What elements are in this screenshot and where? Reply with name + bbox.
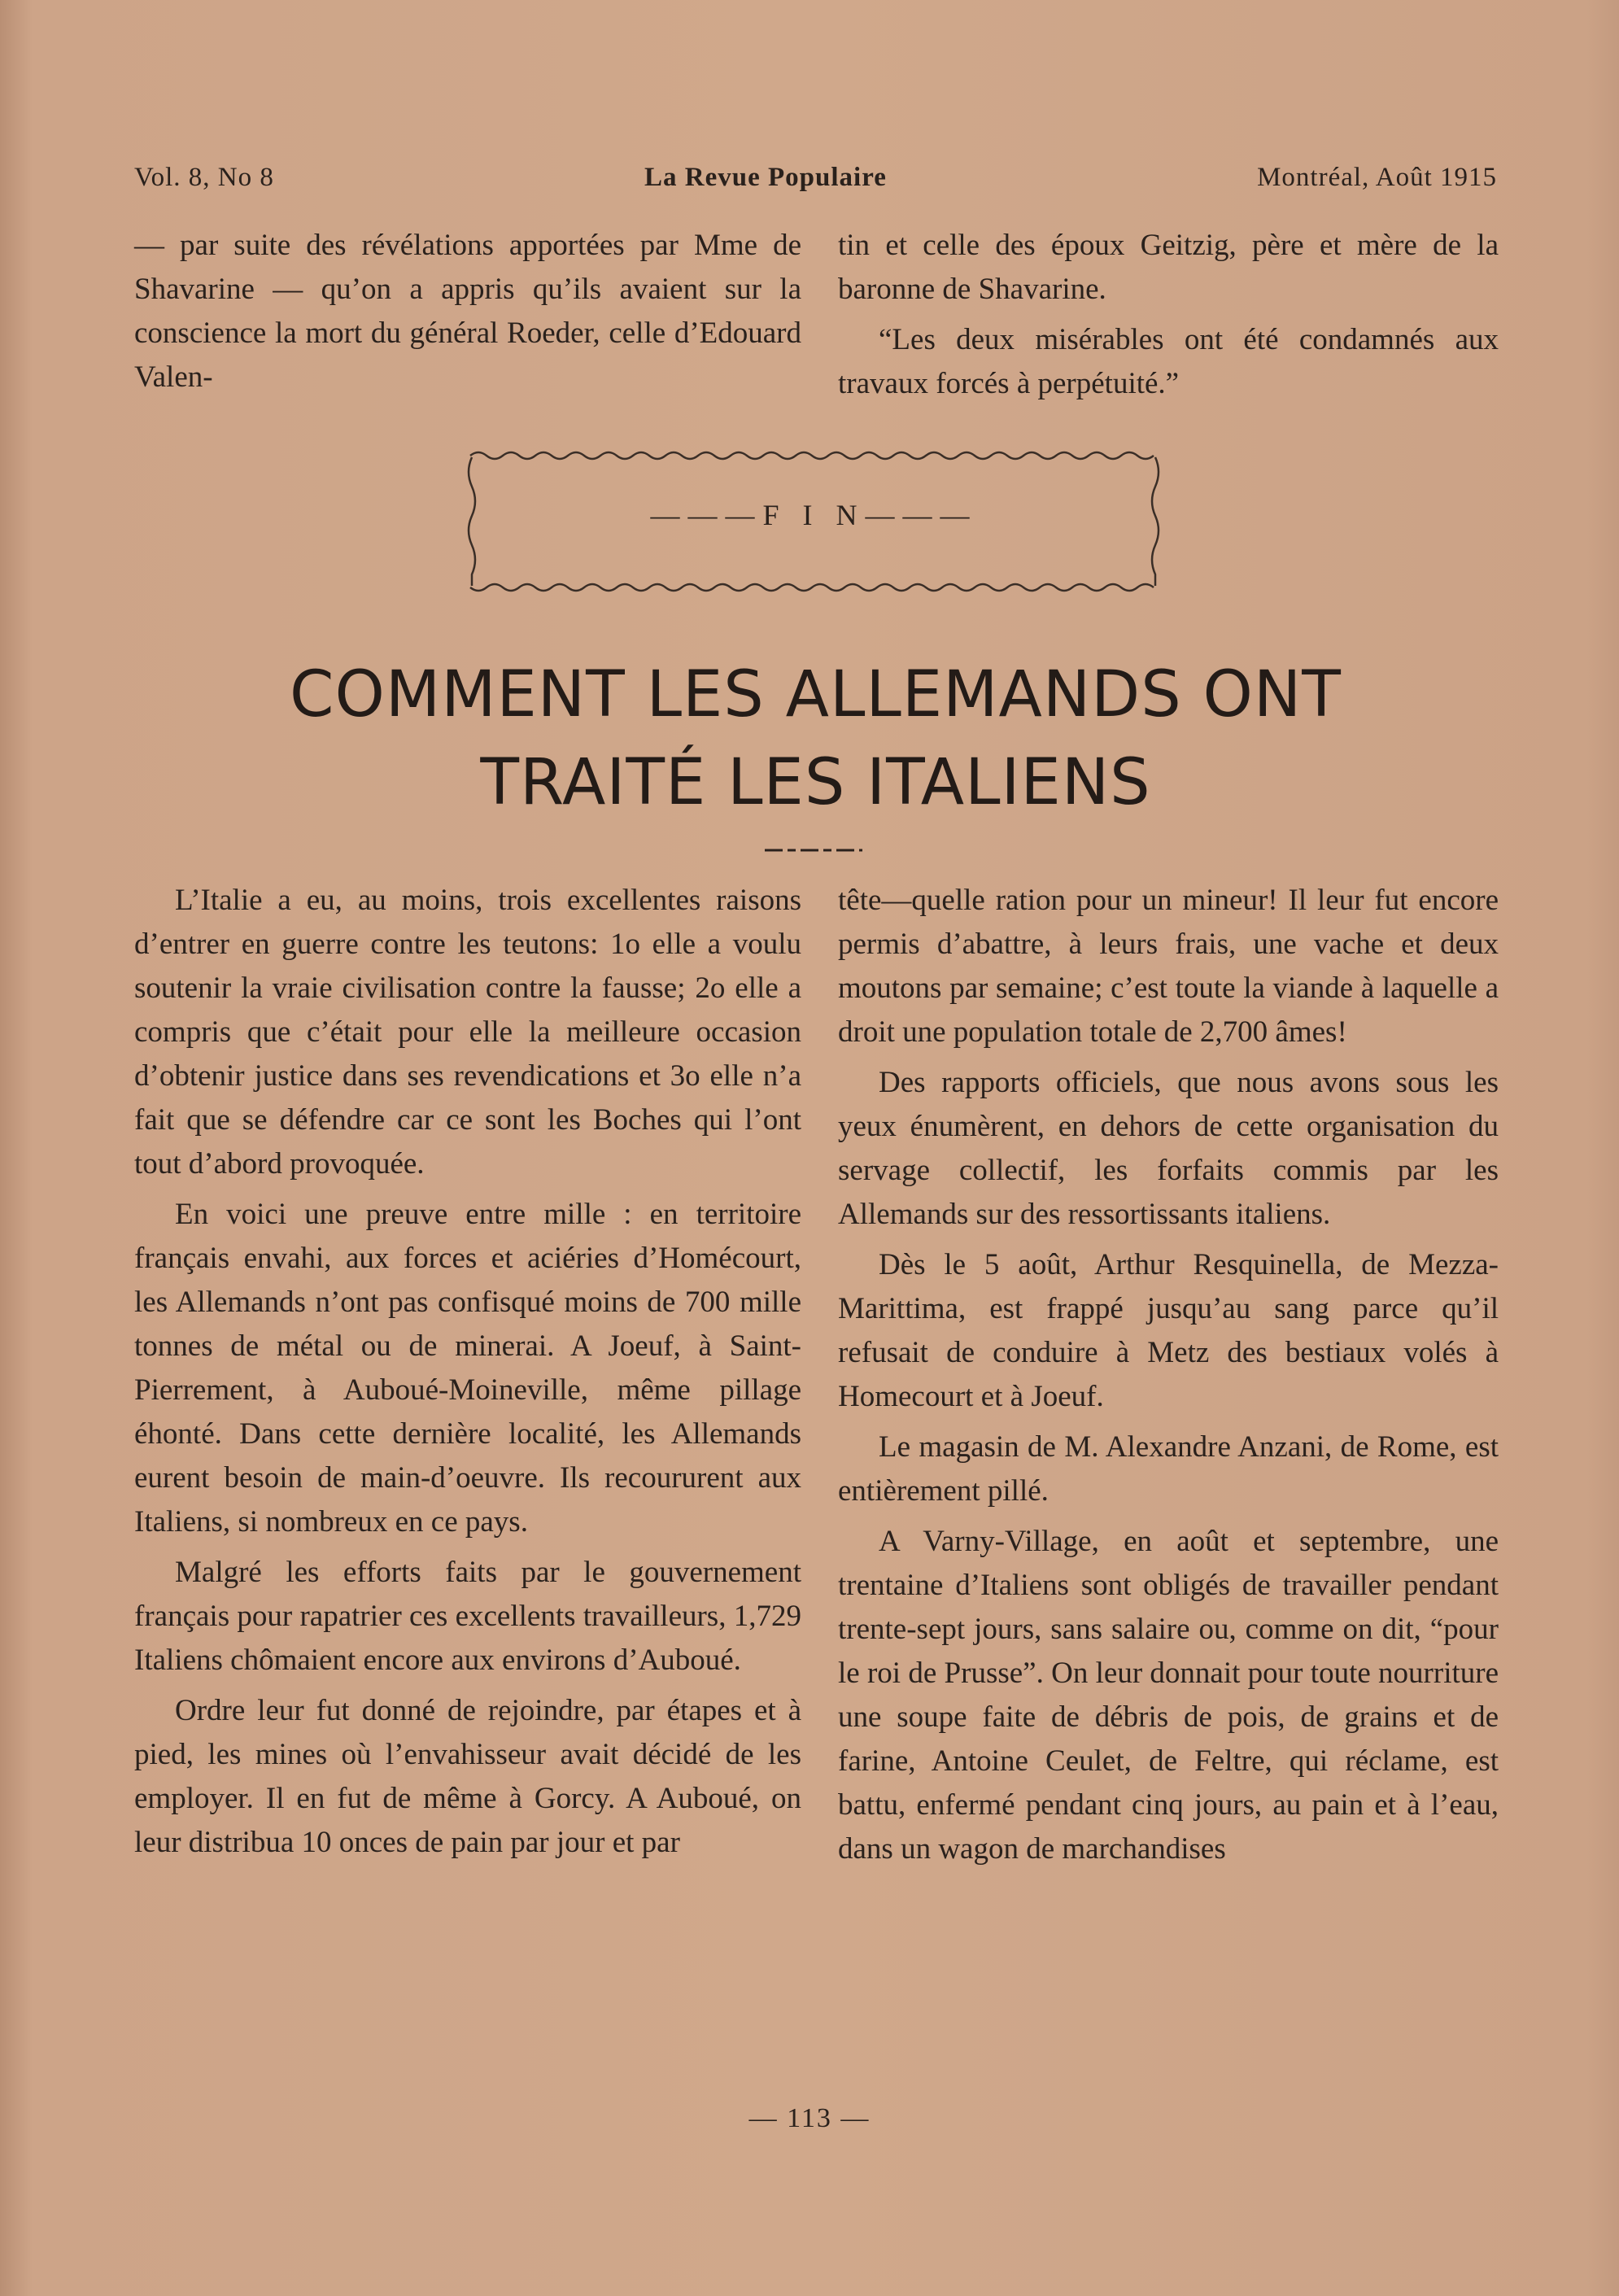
paragraph: “Les deux misérables ont été condamnés aux travaux forcés à perpétuité.” <box>838 323 1499 400</box>
paragraph: Ordre leur fut donné de rejoindre, par étapes et à pied, les mines où l’envahisseur avait décidé de les employer. Il en fut de même à Gorcy. A Auboué, on leur distribua 10 onces de pain par jour et par <box>134 1694 801 1859</box>
running-header <box>134 163 1497 193</box>
paragraph: tête—quelle ration pour un mineur! Il leur fut encore permis d’abattre, à leurs frais, une vache et deux moutons par semaine; c’est toute la viande à laquelle a droit une population totale de 2,700 âmes! <box>838 884 1499 1049</box>
title-separator-rule <box>765 848 862 853</box>
paragraph: En voici une preuve entre mille : en territoire français envahi, aux forces et aciéries d’Homécourt, les Allemands n’ont pas confisqué moins de 700 mille tonnes de métal ou de minerai. A Joeuf, à Saint-Pierrement, à Auboué-Moineville, même pillage éhonté. Dans cette dernière localité, les Allemands eurent besoin de main-d’oeuvre. Ils recoururent aux Italiens, si nombreux en ce pays. <box>134 1198 801 1539</box>
previous-article-column-right <box>838 224 1499 412</box>
paragraph: Malgré les efforts faits par le gouvernement français pour rapatrier ces excellents travailleurs, 1,729 Italiens chômaient encore aux environs d’Auboué. <box>134 1556 801 1677</box>
header-volume: Vol. 8, No 8 <box>134 163 274 192</box>
paragraph: Le magasin de M. Alexandre Anzani, de Rome, est entièrement pillé. <box>838 1430 1499 1508</box>
header-journal-title: La Revue Populaire <box>644 163 887 192</box>
previous-article-column-left <box>134 224 801 406</box>
article-title-line-1: COMMENT LES ALLEMANDS ONT <box>290 658 1342 731</box>
paragraph: A Varny-Village, en août et septembre, une trentaine d’Italiens sont obligés de travailler pendant trente-sept jours, sans salaire ou, comme on dit, “pour le roi de Prusse”. On leur donnait pour toute nourriture une soupe faite de débris de pois, de grains et de farine, Antoine Ceulet, de Feltre, qui réclame, est battu, enfermé pendant cinq jours, au pain et à l’eau, dans un wagon de marchandises <box>838 1525 1499 1866</box>
paragraph: L’Italie a eu, au moins, trois excellentes raisons d’entrer en guerre contre les teutons: 1o elle a voulu soutenir la vraie civilisation contre la fausse; 2o elle a compris que c’était pour elle la meilleure occasion d’obtenir justice dans ses revendications et 3o elle n’a fait que se défendre car ce sont les Boches qui l’ont tout d’abord provoquée. <box>134 884 801 1181</box>
paragraph: — par suite des révélations apportées par Mme de Shavarine — qu’on a appris qu’ils avaient sur la conscience la mort du général Roeder, celle d’Edouard Valen- <box>134 229 801 394</box>
fin-ornament-box <box>462 439 1166 602</box>
paragraph: Des rapports officiels, que nous avons sous les yeux énumèrent, en dehors de cette organisation du servage collectif, les forfaits commis par les Allemands sur des ressortissants italiens. <box>838 1066 1499 1231</box>
page-number: — 113 — <box>748 2103 871 2133</box>
article-title <box>134 651 1497 827</box>
header-date: Montréal, Août 1915 <box>1257 163 1497 192</box>
fin-label: ———F I N——— <box>650 499 978 531</box>
article-title-line-2: TRAITÉ LES ITALIENS <box>480 746 1151 819</box>
article-column-left <box>134 879 801 1871</box>
paragraph: Dès le 5 août, Arthur Resquinella, de Mezza-Marittima, est frappé jusqu’au sang parce qu’il refusait de conduire à Metz des bestiaux volés à Homecourt et à Joeuf. <box>838 1248 1499 1413</box>
paragraph: tin et celle des époux Geitzig, père et mère de la baronne de Shavarine. <box>838 229 1499 306</box>
article-column-right <box>838 879 1499 1878</box>
